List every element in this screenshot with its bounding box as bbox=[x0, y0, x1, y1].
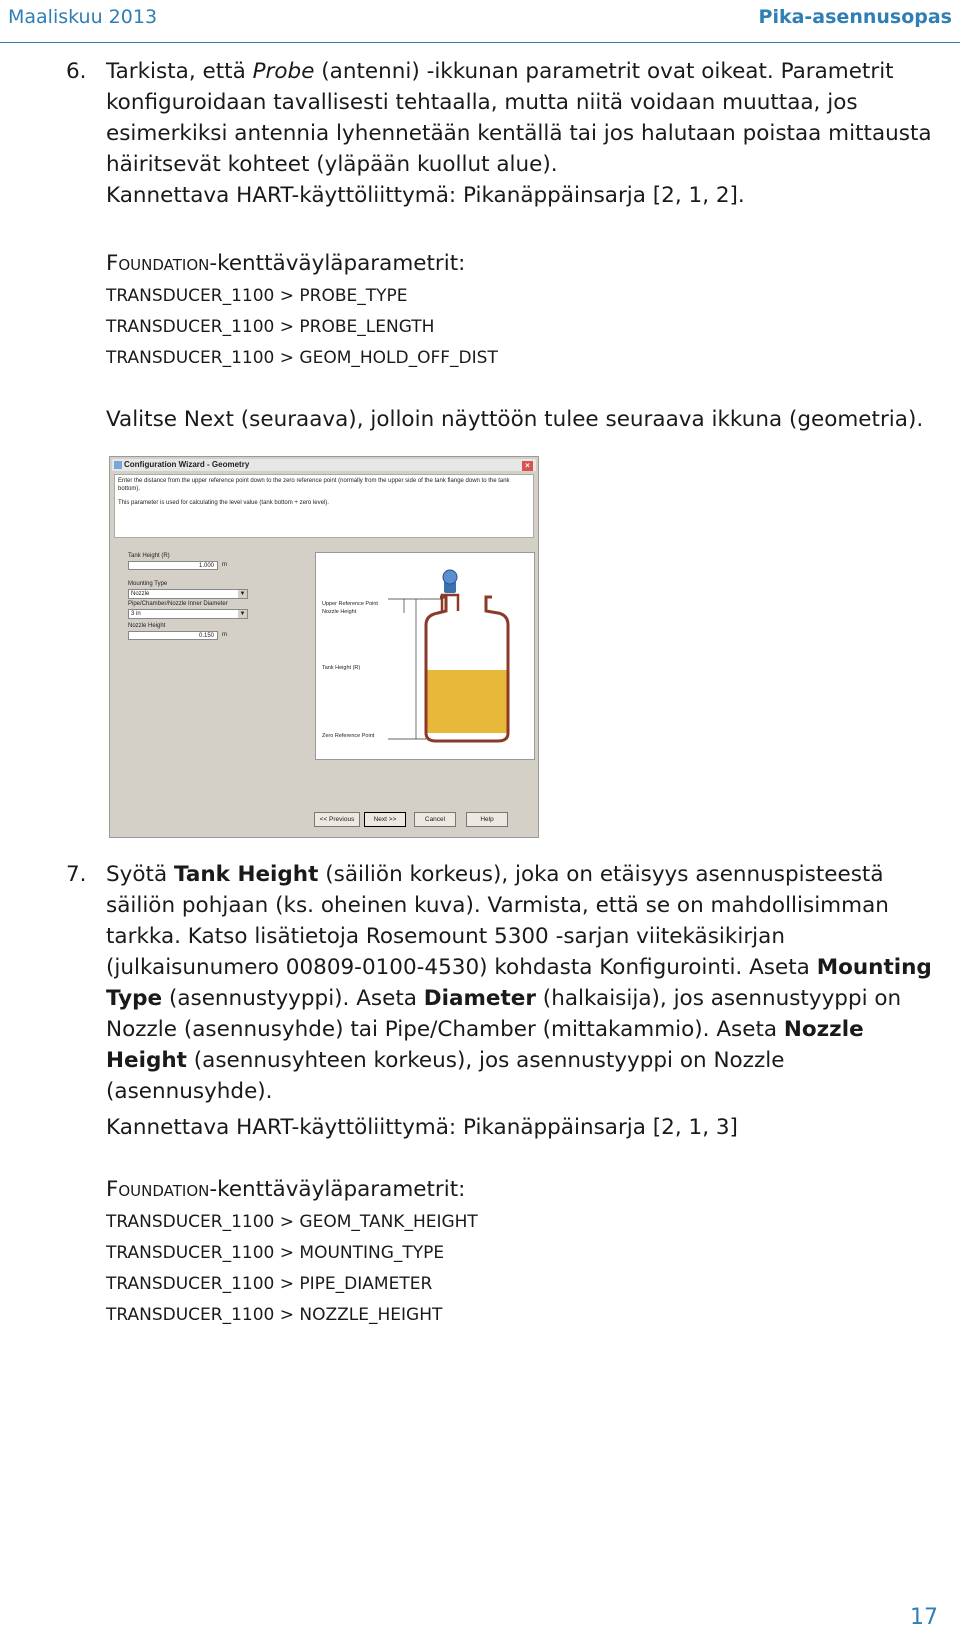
app-icon bbox=[114, 461, 122, 469]
step-6-text: (antenni) -ikkunan parametrit ovat oikeat. Parametrit konfiguroidaan tavallisesti tehtaalla, mutta niitä voidaan muuttaa, jos esimerkiksi antennia lyhennetään kentällä tai jos halutaan poistaa mittausta häiritsevät kohteet (yläpään kuollut alue). bbox=[106, 59, 932, 177]
param-line: TRANSDUCER_1100 > PROBE_LENGTH bbox=[106, 317, 435, 337]
diameter-label: Pipe/Chamber/Nozzle Inner Diameter bbox=[128, 601, 228, 607]
step-6-lead: Tarkista, että bbox=[106, 59, 253, 84]
dialog-titlebar bbox=[112, 459, 536, 471]
header-date: Maaliskuu 2013 bbox=[8, 6, 158, 28]
param-line: TRANSDUCER_1100 > GEOM_TANK_HEIGHT bbox=[106, 1212, 478, 1232]
tank-height-input[interactable]: 1.000 bbox=[128, 561, 218, 570]
nozzle-height-unit: m bbox=[222, 632, 227, 638]
previous-button[interactable]: << Previous bbox=[314, 812, 360, 827]
page-number: 17 bbox=[910, 1605, 938, 1630]
upper-ref-label: Upper Reference Point bbox=[322, 601, 378, 607]
tank-height-diag-label: Tank Height (R) bbox=[322, 665, 361, 671]
step-7-text-2: (säiliön korkeus), joka on etäisyys asennuspisteestä säiliön pohjaan (ks. oheinen kuva). Varmista, että se on mahdollisimman tarkka. Katso lisätietoja Rosemount 5300 -sarjan viitekäsikirjan (julkaisunumero 00809-0100-4530) kohdasta Konfigurointi. Aseta bbox=[106, 862, 889, 980]
ff-rest: -kenttäväyläparametrit: bbox=[209, 1177, 466, 1202]
step-6-param-list bbox=[106, 281, 498, 374]
step-6-probe: Probe bbox=[252, 59, 315, 84]
desc-line-1: Enter the distance from the upper reference point down to the zero reference point (normally from the upper side of the tank flange down to the tank bottom). bbox=[118, 478, 510, 492]
step-6-next-text: Valitse Next (seuraava), jolloin näyttöön tulee seuraava ikkuna (geometria). bbox=[106, 407, 924, 432]
ff-rest: -kenttäväyläparametrit: bbox=[209, 251, 466, 276]
step-7-text-5: (asennusyhteen korkeus), jos asennustyyppi on Nozzle (asennusyhde). bbox=[106, 1048, 785, 1104]
ff-foundation: Foundation bbox=[106, 251, 210, 276]
mounting-type-value: Nozzle bbox=[131, 591, 150, 597]
nozzle-height-diag-label: Nozzle Height bbox=[322, 609, 357, 615]
term-mounting-type: Mounting Type bbox=[106, 955, 932, 1011]
tank-height-label: Tank Height (R) bbox=[128, 553, 170, 559]
term-nozzle-height: Nozzle Height bbox=[106, 1017, 864, 1073]
param-line: TRANSDUCER_1100 > MOUNTING_TYPE bbox=[106, 1243, 445, 1263]
diameter-value: 3 in bbox=[131, 611, 141, 617]
header-title: Pika-asennusopas bbox=[758, 6, 952, 28]
header-rule bbox=[0, 42, 960, 43]
page-header bbox=[0, 0, 960, 40]
chevron-down-icon[interactable]: ▼ bbox=[239, 611, 246, 617]
step-7-param-list bbox=[106, 1207, 478, 1331]
cancel-button[interactable]: Cancel bbox=[414, 812, 456, 827]
tank-height-unit: m bbox=[222, 562, 227, 568]
step-7-number: 7. bbox=[66, 862, 87, 887]
step-7-text-1: Syötä bbox=[106, 862, 174, 887]
diameter-select[interactable] bbox=[128, 609, 248, 619]
dialog-title: Configuration Wizard - Geometry bbox=[124, 460, 250, 469]
step-6-ff-heading bbox=[106, 248, 936, 279]
config-wizard-window bbox=[109, 456, 539, 838]
desc-line-2: This parameter is used for calculating the level value (tank bottom + zero level). bbox=[118, 500, 329, 506]
transmitter-head bbox=[443, 570, 457, 584]
mounting-type-label: Mounting Type bbox=[128, 581, 168, 587]
term-diameter: Diameter bbox=[423, 986, 536, 1011]
param-line: TRANSDUCER_1100 > PROBE_TYPE bbox=[106, 286, 408, 306]
help-button[interactable]: Help bbox=[466, 812, 508, 827]
step-7-text-3: (asennustyyppi). Aseta bbox=[162, 986, 424, 1011]
ff-foundation: Foundation bbox=[106, 1177, 210, 1202]
step-6-hart: Kannettava HART-käyttöliittymä: Pikanäppäinsarja [2, 1, 2]. bbox=[106, 183, 745, 208]
step-7-text-4: (halkaisija), jos asennustyyppi on Nozzle (asennusyhde) tai Pipe/Chamber (mittakammio). Aseta bbox=[106, 986, 902, 1042]
close-icon[interactable]: × bbox=[522, 461, 533, 471]
zero-ref-label: Zero Reference Point bbox=[322, 733, 375, 739]
chevron-down-icon[interactable]: ▼ bbox=[239, 591, 246, 597]
step-6-number: 6. bbox=[66, 59, 87, 84]
nozzle-height-input[interactable]: 0.150 bbox=[128, 631, 218, 640]
step-7-ff-heading bbox=[106, 1174, 936, 1205]
step-7-hart: Kannettava HART-käyttöliittymä: Pikanäppäinsarja [2, 1, 3] bbox=[106, 1115, 738, 1140]
dialog-description bbox=[114, 474, 534, 538]
mounting-type-select[interactable] bbox=[128, 589, 248, 599]
tank-illustration bbox=[316, 553, 534, 759]
param-line: TRANSDUCER_1100 > GEOM_HOLD_OFF_DIST bbox=[106, 348, 498, 368]
nozzle-height-label: Nozzle Height bbox=[128, 623, 166, 629]
tank-liquid bbox=[426, 670, 508, 733]
term-tank-height: Tank Height bbox=[173, 862, 319, 887]
param-line: TRANSDUCER_1100 > PIPE_DIAMETER bbox=[106, 1274, 433, 1294]
step-6-paragraph bbox=[106, 56, 936, 211]
step-7-paragraph bbox=[106, 859, 936, 1107]
param-line: TRANSDUCER_1100 > NOZZLE_HEIGHT bbox=[106, 1305, 443, 1325]
tank-diagram bbox=[315, 552, 535, 760]
next-button[interactable]: Next >> bbox=[364, 812, 406, 827]
